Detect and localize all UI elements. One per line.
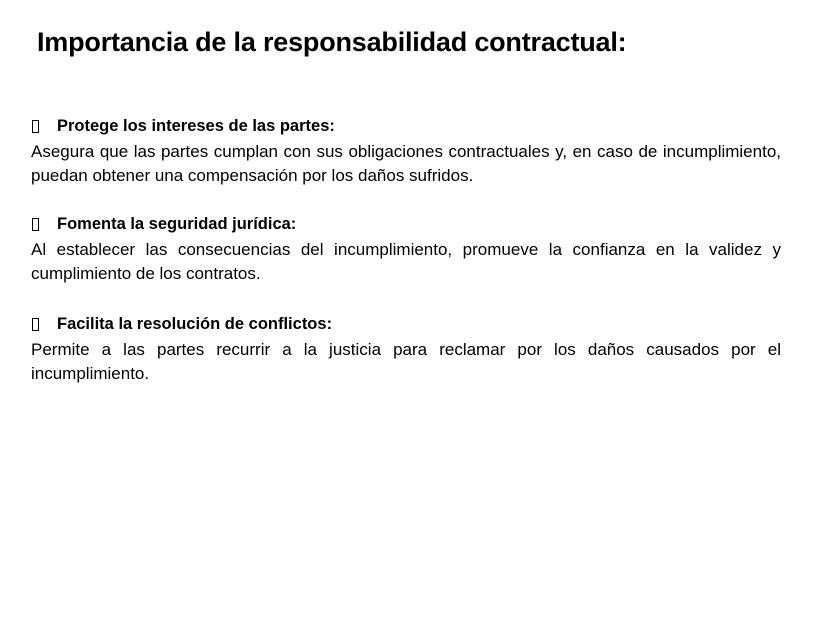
section-heading	[31, 114, 781, 138]
slide-title: Importancia de la responsabilidad contractual:	[37, 27, 627, 57]
section-heading-text: Facilita la resolución de conflictos:	[57, 315, 333, 333]
section-heading	[31, 312, 781, 336]
section-heading-text: Fomenta la seguridad jurídica:	[57, 215, 297, 233]
section-heading	[31, 212, 781, 236]
square-bullet-icon	[32, 318, 39, 331]
square-bullet-icon	[32, 218, 39, 231]
section-facilita	[31, 312, 781, 386]
section-protege	[31, 114, 781, 188]
section-body: Permite a las partes recurrir a la justicia para reclamar por los daños causados por el incumplimiento.	[31, 340, 781, 383]
section-body: Al establecer las consecuencias del incumplimiento, promueve la confianza en la validez y cumplimiento de los contratos.	[31, 240, 781, 283]
section-body: Asegura que las partes cumplan con sus obligaciones contractuales y, en caso de incumplimiento, puedan obtener una compensación por los daños sufridos.	[31, 142, 781, 185]
square-bullet-icon	[32, 120, 39, 133]
section-heading-text: Protege los intereses de las partes:	[57, 117, 335, 135]
section-fomenta	[31, 212, 781, 286]
